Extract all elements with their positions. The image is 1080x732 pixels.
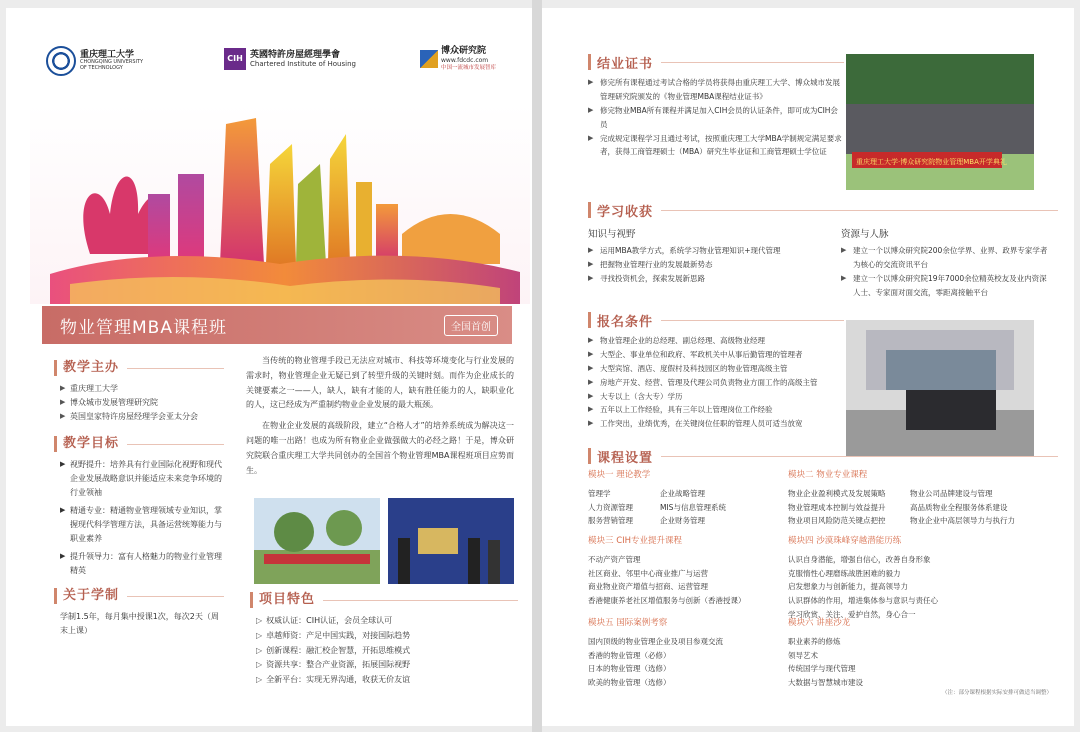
module-2-title: 模块二 物业专业课程 [788,470,868,480]
intro-paragraph: 在物业企业发展的高级阶段，建立“合格人才”的培养系统成为解决这一问题的唯一出路！也成为所有物业企业做强做大的必经之路！于是，博众研究院联合重庆理工大学共同创办的全国首个物业管理MBA课程班项目应势而生。 [246,421,514,475]
apply-list [588,334,844,431]
gains-right-title: 资源与人脉 [841,229,889,240]
organizer-list [60,382,224,424]
gains-left-title: 知识与视野 [588,229,636,240]
list-item: ▶ 把握物业管理行业的发展最新势态 [588,259,713,269]
features-list [256,614,518,688]
gains-section [588,200,1058,300]
list-item: ▶ 建立一个以博众研究院200余位学界、业界、政界专家学者为核心的交流资讯平台 [841,246,1048,269]
photo-banner-text: 重庆理工大学·博众研究院物业管理MBA开学典礼 [856,158,1007,166]
organizer-heading: 教学主办 [54,358,224,378]
list-item: ▷ 创新课程：融汇校企智慧，开拓思维模式 [256,645,411,655]
study-text: 学制1.5年，每月集中授课1次，每次2天（周末上课） [60,612,219,635]
certificate-heading: 结业证书 [588,52,844,72]
intro-paragraph: 当传统的物业管理手段已无法应对城市、科技等环境变化与行业发展的需求时，物业管理企业无疑已到了转型升级的关键时刻。而作为企业成长的关键要素之一——人，缺人，缺有才能的人，缺有胜任能力的人，缺职业化的人，这已经成为严重制约物业企业发展的最大瓶颈。 [246,356,514,410]
list-item: ▶ 修完所有课程通过考试合格的学员将获得由重庆理工大学、博众城市发展管理研究院颁发的《物业管理MBA课程结业证书》 [588,78,840,101]
cqut-name: 重庆理工大学 [80,50,135,61]
list-item: ▶ 大型企、事业单位和政府、军政机关中从事后勤管理的管理者 [588,349,803,359]
campus-group-photo [846,320,1034,456]
opening-ceremony-photo [846,54,1034,190]
cih-name-en: Chartered Institute of Housing [250,60,356,69]
left-info-column [54,358,224,638]
cih-mark-icon: CIH [224,48,246,70]
cqut-seal-icon [46,46,76,76]
group-photo-outdoor [254,498,380,584]
module-6-title: 模块六 讲座沙龙 [788,618,851,628]
goals-heading: 教学目标 [54,434,224,454]
bozhong-name: 博众研究院 [441,46,487,56]
course-note: （注：部分课程根据实际安排可做适当调整） [941,690,1052,696]
award-ceremony-photo [388,498,514,584]
module-1-title: 模块一 理论教学 [588,470,651,480]
logo-row [46,46,512,86]
list-item: ▶ 完成规定课程学习且通过考试，按照重庆理工大学MBA学制规定满足要求者，获得工商管理硕士（MBA）研究生毕业证和工商管理硕士学位证 [588,133,842,157]
list-item: ▶ 运用MBA教学方式，系统学习物业管理知识+现代管理 [588,246,781,255]
list-item: ▶ 重庆理工大学 [60,384,118,393]
module-4: 模块四 沙漠珠峰穿越潜能历练 认识自身潜能，增强自信心，改善自身形象 克服惰性心理磨练战胜困难的毅力 启发想象力与创新能力，提高领导力 认识群体的作用，增进集体参与意识与责任心 学习欣赏、关注、爱护自然，身心合一 [788,534,1058,622]
list-item: ▶ 物业管理企业的总经理、副总经理、高级物业经理 [588,336,765,345]
certificate-section [588,52,844,159]
list-item: ▶ 修完物业MBA所有课程并满足加入CIH会员的认证条件，即可成为CIH会员 [588,105,838,129]
module-5: 模块五 国际案例考察 国内顶级的物业管理企业及项目参观交流 香港的物业管理（必修） 日本的物业管理（选修） 欧美的物业管理（选修） [588,616,788,690]
list-item: ▶ 英国皇家特许房屋经理学会亚太分会 [60,412,198,421]
module-3: 模块三 CIH专业提升课程 不动产资产管理 社区商业、邻里中心商业推广与运营 商业物业资产增值与招商、运营管理 香港健康养老社区增值服务与创新（香港授课） [588,534,788,608]
list-item: ▷ 卓越师资：产足中国实践，对接国际趋势 [256,630,411,640]
study-heading: 关于学制 [54,586,224,606]
list-item: ▶ 大型宾馆、酒店、度假村及科技园区的物业管理高级主管 [588,363,788,373]
course-title-banner [42,306,512,344]
cqut-en: CHONGQING UNIVERSITY OF TECHNOLOGY [80,59,144,72]
cih-logo [224,48,356,70]
apply-section [588,310,844,431]
apply-heading: 报名条件 [588,310,844,330]
list-item: ▷ 全新平台：实现无界沟通，收获无价友谊 [256,675,411,685]
module-3-title: 模块三 CIH专业提升课程 [588,536,683,546]
city-skyline-illustration [30,104,530,304]
course-title: 物业管理MBA课程班 [60,317,227,338]
list-item: ▶ 房地产开发、经营、管理及代理公司负责物业方面工作的高级主管 [588,377,818,387]
list-item: ▷ 权威认证：CIH认证，会员全球认可 [256,616,393,625]
list-item: ▶ 工作突出，业绩优秀，在关键岗位任职的管理人员可适当放宽 [588,419,803,429]
list-item: ▶ 建立一个以博众研究院19年7000余位精英校友及业内资深人士、专家面对面交流，零距离接触平台 [841,273,1047,297]
list-item: ▶ 五年以上工作经验，具有三年以上管理岗位工作经验 [588,405,773,415]
module-5-title: 模块五 国际案例考察 [588,618,668,628]
module-1: 模块一 理论教学 管理学 企业战略管理 人力资源管理 MIS与信息管理系统 服务营销管理 企业财务管理 [588,468,778,528]
bozhong-slogan: 中国一流城市发展智库 [441,65,497,72]
page-gutter [532,0,542,732]
features-section [250,590,518,688]
list-item: ▶ 精通专业：精通物业管理领域专业知识，掌握现代科学管理方法，具备运营统筹能力与职业素养 [60,506,222,543]
list-item: ▶ 大专以上（含大专）学历 [588,391,683,401]
goals-list [60,458,224,578]
intro-text [246,354,514,484]
certificate-list [588,76,844,159]
list-item: ▶ 博众城市发展管理研究院 [60,398,158,407]
gains-left-list [588,244,823,286]
module-6: 模块六 讲座沙龙 职业素养的修炼 领导艺术 传统国学与现代管理 大数据与智慧城市建设 [788,616,1058,690]
national-first-badge: 全国首创 [444,315,498,336]
list-item: ▶ 寻找投资机会，探索发展新思路 [588,273,705,283]
courses-section [588,446,1058,466]
courses-heading: 课程设置 [588,446,1058,466]
features-heading: 项目特色 [250,590,518,610]
left-page [6,8,532,726]
list-item: ▷ 资源共享：整合产业资源，拓展国际视野 [256,660,411,670]
module-4-title: 模块四 沙漠珠峰穿越潜能历练 [788,536,902,546]
right-page [542,8,1074,726]
cih-name-cn: 英國特許房屋經理學會 [250,49,341,60]
gains-heading: 学习收获 [588,200,1058,220]
list-item: ▶ 提升领导力：富有人格魅力的物业行业管理精英 [60,552,222,575]
photo-row [254,498,514,584]
list-item: ▶ 视野提升：培养具有行业国际化视野和现代企业发展战略意识并能适应未来竞争环境的行业领袖 [60,460,222,497]
gains-right-list [841,244,1051,300]
bozhong-mark-icon [420,50,438,68]
bozhong-url: www.fdcdc.com [441,57,489,65]
module-2: 模块二 物业专业课程 物业企业盈利模式及发展策略 物业公司品牌建设与管理 物业管理成本控制与效益提升 高品质物业全程服务体系建设 物业项目风险防范关键点把控 物业企业中高层领导力与执行力 [788,468,1058,528]
bozhong-logo [420,46,496,72]
cqut-logo [46,46,150,76]
